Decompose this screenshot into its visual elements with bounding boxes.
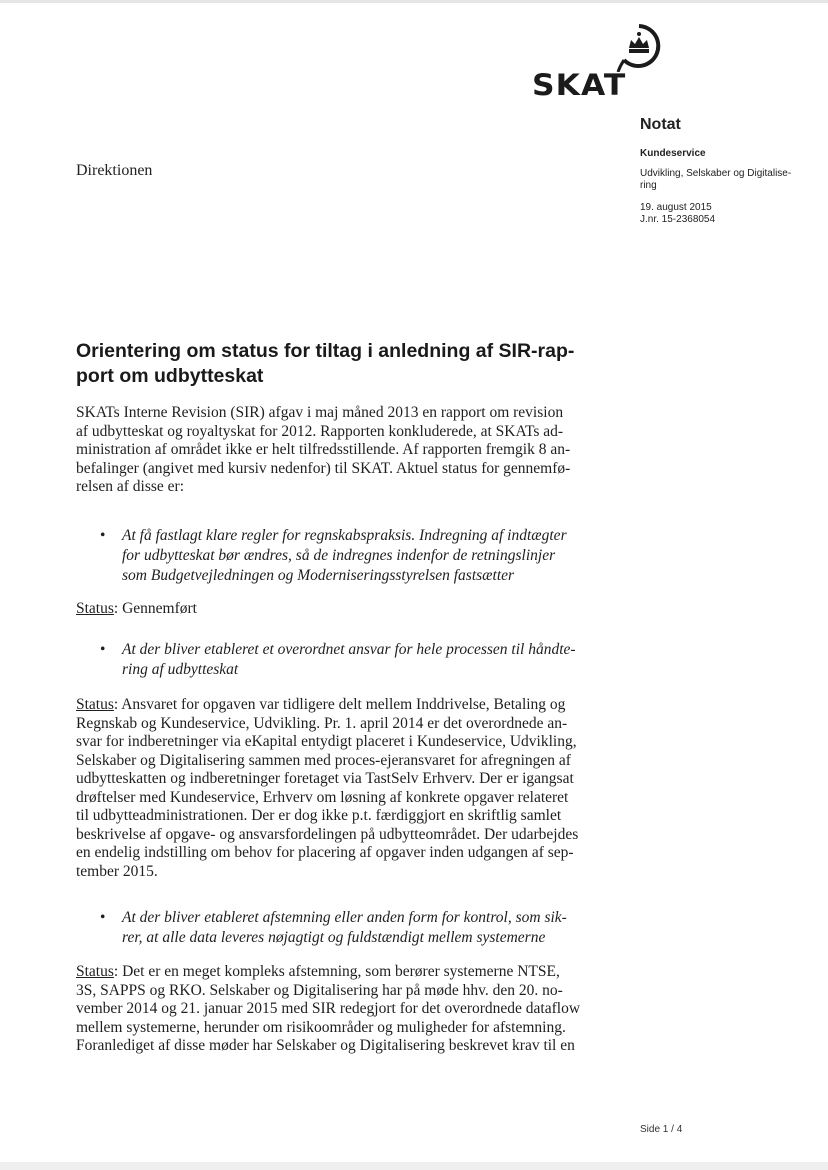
paragraph-line: til udbytteadministrationen. Der er dog ikke p.t. færdiggjort en skriftlig samlet bbox=[76, 807, 562, 824]
bullet-marker: • bbox=[100, 909, 106, 926]
paragraph-line: SKATs Interne Revision (SIR) afgav i maj måned 2013 en rapport om revision bbox=[76, 404, 564, 421]
unit bbox=[640, 168, 810, 192]
title-line: port om udbytteskat bbox=[76, 365, 264, 387]
status-text: : Det er en meget kompleks afstemning, som berører systemerne NTSE, bbox=[113, 963, 560, 980]
paragraph-line: befalinger (angivet med kursiv nedenfor) til SKAT. Aktuel status for gennemfø- bbox=[76, 459, 571, 477]
page-edge-top bbox=[0, 0, 828, 3]
paragraph-line bbox=[76, 963, 636, 982]
paragraph-line: mellem systemerne, herunder om risikoområder og muligheder for afstemning. bbox=[76, 1018, 566, 1036]
paragraph-line: relsen af disse er: bbox=[76, 478, 185, 495]
crown-icon bbox=[614, 22, 664, 72]
bullet-line: At der bliver etableret et overordnet ansvar for hele processen til håndte- bbox=[122, 641, 576, 658]
status-paragraph bbox=[76, 600, 636, 619]
bullet-line: rer, at alle data leveres nøjagtigt og fuldstændigt mellem systemerne bbox=[122, 929, 546, 946]
skat-logo bbox=[528, 22, 664, 104]
paragraph-line: udbytteskatten og indberetninger foretaget via TastSelv Erhverv. Der er igangsat bbox=[76, 770, 574, 787]
page-number: Side 1 / 4 bbox=[640, 1124, 683, 1135]
paragraph-line: beskrivelse af opgave- og ansvarsfordelingen på udbytteområdet. Der udarbejdes bbox=[76, 825, 579, 843]
status-text: : Ansvaret for opgaven var tidligere delt mellem Inddrivelse, Betaling og bbox=[113, 696, 566, 713]
paragraph-line: tember 2015. bbox=[76, 862, 158, 880]
status-paragraph bbox=[76, 696, 636, 881]
paragraph-line: svar for indberetninger via eKapital entydigt placeret i Kundeservice, Udvikling, bbox=[76, 733, 577, 750]
paragraph-line: en endelig indstilling om behov for placering af opgaver inden udgangen af sep- bbox=[76, 844, 574, 861]
bullet-line: som Budgetvejledningen og Moderniseringsstyrelsen fastsætter bbox=[122, 567, 515, 584]
document-title bbox=[76, 339, 636, 389]
bullet-line: for udbytteskat bør ændres, så de indregnes indenfor de retningslinjer bbox=[122, 547, 556, 564]
status-label: Status bbox=[76, 696, 114, 713]
journal-number: J.nr. 15-2368054 bbox=[640, 214, 716, 225]
status-paragraph bbox=[76, 963, 636, 1056]
document-date: 19. august 2015 bbox=[640, 202, 712, 213]
document-meta bbox=[640, 116, 810, 226]
paragraph-line bbox=[76, 696, 636, 715]
department: Kundeservice bbox=[640, 148, 706, 159]
title-line: Orientering om status for tiltag i anledning af SIR-rap- bbox=[76, 340, 575, 362]
paragraph-line: af udbytteskat og royaltyskat for 2012. Rapporten konkluderede, at SKATs ad- bbox=[76, 422, 564, 440]
bullet-line: At der bliver etableret afstemning eller anden form for kontrol, som sik- bbox=[122, 909, 567, 926]
paragraph-line: ministration af området ikke er helt tilfredsstillende. Af rapporten fremgik 8 an- bbox=[76, 441, 571, 458]
unit-line: Udvikling, Selskaber og Digitalise- bbox=[640, 168, 792, 179]
bullet-marker: • bbox=[100, 641, 106, 658]
paragraph-line: Foranlediget af disse møder har Selskaber og Digitalisering beskrevet krav til en bbox=[76, 1037, 575, 1054]
logo-wordmark: SKAT bbox=[532, 68, 627, 102]
recipient: Direktionen bbox=[76, 162, 153, 179]
intro-paragraph bbox=[76, 404, 636, 497]
paragraph-line bbox=[76, 600, 636, 619]
page-edge-bottom bbox=[0, 1162, 828, 1170]
paragraph-line: vember 2014 og 21. januar 2015 med SIR redegjort for det overordnede dataflow bbox=[76, 1000, 581, 1017]
unit-line: ring bbox=[640, 180, 657, 191]
document-type: Notat bbox=[640, 116, 681, 133]
bullet-line: At få fastlagt klare regler for regnskabspraksis. Indregning af indtægter bbox=[122, 527, 567, 544]
status-label: Status bbox=[76, 963, 114, 980]
bullet-marker: • bbox=[100, 527, 106, 544]
bullet-line: ring af udbytteskat bbox=[122, 661, 239, 678]
paragraph-line: drøftelser med Kundeservice, Erhverv om løsning af konkrete opgaver relateret bbox=[76, 788, 569, 806]
paragraph-line: 3S, SAPPS og RKO. Selskaber og Digitalisering har på møde hhv. den 20. no- bbox=[76, 981, 563, 999]
status-label: Status bbox=[76, 600, 114, 617]
paragraph-line: Regnskab og Kundeservice, Udvikling. Pr. 1. april 2014 er det overordnede an- bbox=[76, 714, 568, 732]
status-text: : Gennemført bbox=[113, 600, 197, 617]
paragraph-line: Selskaber og Digitalisering sammen med proces-ejeransvaret for afregningen af bbox=[76, 751, 571, 769]
